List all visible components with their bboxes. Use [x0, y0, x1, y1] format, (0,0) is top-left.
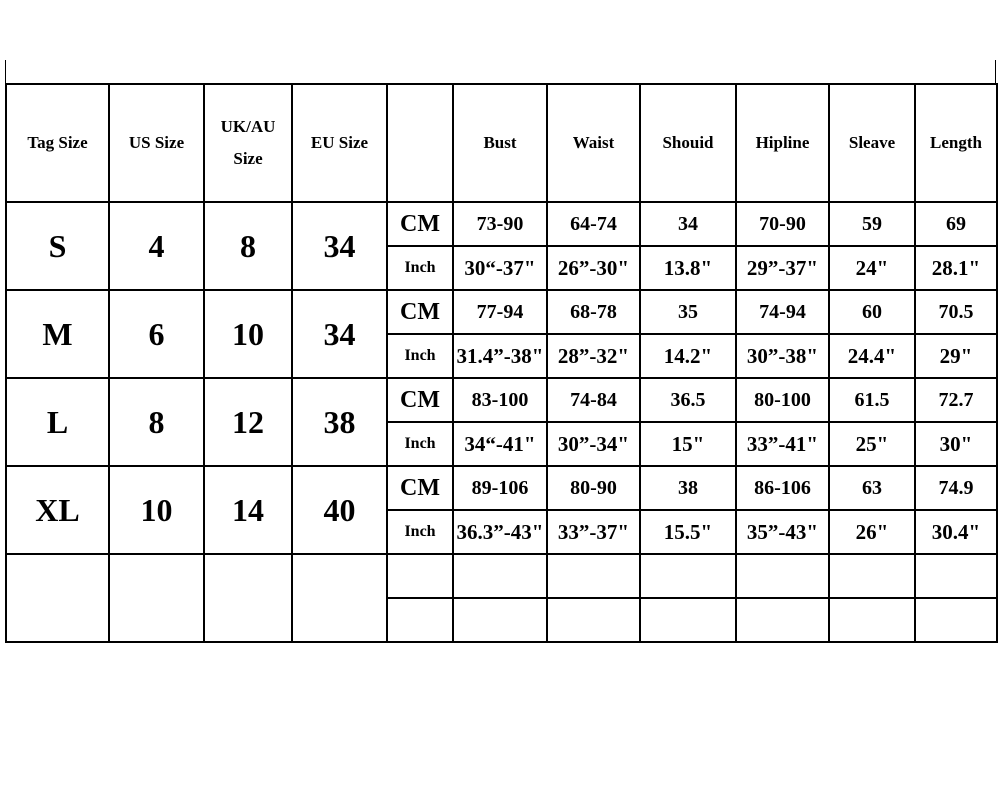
header-eu-size: EU Size	[292, 84, 387, 202]
header-uk-au-line1: UK/AU	[220, 117, 276, 136]
bust-inch-cell: 30“-37"	[453, 246, 547, 290]
empty-cell	[387, 598, 453, 642]
shoulder-cm-cell: 36.5	[640, 378, 736, 422]
length-inch-cell: 28.1"	[915, 246, 997, 290]
empty-row	[6, 554, 997, 598]
unit-inch-cell: Inch	[387, 246, 453, 290]
shoulder-cm-cell: 34	[640, 202, 736, 246]
shoulder-cm-cell: 38	[640, 466, 736, 510]
eu-size-cell: 38	[292, 378, 387, 466]
empty-cell	[736, 554, 829, 598]
table-row	[6, 378, 997, 422]
uk-size-cell: 14	[204, 466, 292, 554]
empty-cell	[6, 554, 109, 642]
us-size-cell: 10	[109, 466, 204, 554]
us-size-cell: 8	[109, 378, 204, 466]
sleeve-inch-cell: 25"	[829, 422, 915, 466]
hipline-cm-cell: 80-100	[736, 378, 829, 422]
empty-cell	[640, 598, 736, 642]
waist-cm-cell: 74-84	[547, 378, 640, 422]
unit-cm-cell: CM	[387, 466, 453, 510]
shoulder-cm-cell: 35	[640, 290, 736, 334]
length-cm-cell: 74.9	[915, 466, 997, 510]
sleeve-cm-cell: 61.5	[829, 378, 915, 422]
bust-inch-cell: 34“-41"	[453, 422, 547, 466]
tag-size-cell: L	[6, 378, 109, 466]
bust-inch-cell: 31.4”-38"	[453, 334, 547, 378]
unit-cm-cell: CM	[387, 290, 453, 334]
tag-size-cell: S	[6, 202, 109, 290]
length-inch-cell: 29"	[915, 334, 997, 378]
table-row	[6, 202, 997, 246]
waist-cm-cell: 80-90	[547, 466, 640, 510]
empty-cell	[915, 554, 997, 598]
shoulder-inch-cell: 15.5"	[640, 510, 736, 554]
sleeve-inch-cell: 24"	[829, 246, 915, 290]
hipline-inch-cell: 35”-43"	[736, 510, 829, 554]
bust-cm-cell: 89-106	[453, 466, 547, 510]
eu-size-cell: 40	[292, 466, 387, 554]
empty-cell	[547, 554, 640, 598]
header-shoulder: Shouid	[640, 84, 736, 202]
waist-cm-cell: 68-78	[547, 290, 640, 334]
waist-inch-cell: 28”-32"	[547, 334, 640, 378]
empty-cell	[292, 554, 387, 642]
empty-cell	[640, 554, 736, 598]
waist-inch-cell: 26”-30"	[547, 246, 640, 290]
unit-inch-cell: Inch	[387, 334, 453, 378]
waist-inch-cell: 33”-37"	[547, 510, 640, 554]
header-unit	[387, 84, 453, 202]
empty-cell	[736, 598, 829, 642]
tag-size-cell: M	[6, 290, 109, 378]
sleeve-inch-cell: 24.4"	[829, 334, 915, 378]
empty-cell	[829, 598, 915, 642]
waist-cm-cell: 64-74	[547, 202, 640, 246]
unit-inch-cell: Inch	[387, 510, 453, 554]
table-top-border	[5, 60, 996, 84]
hipline-cm-cell: 74-94	[736, 290, 829, 334]
header-tag-size: Tag Size	[6, 84, 109, 202]
table-row	[6, 466, 997, 510]
shoulder-inch-cell: 15"	[640, 422, 736, 466]
sleeve-cm-cell: 60	[829, 290, 915, 334]
shoulder-inch-cell: 13.8"	[640, 246, 736, 290]
bust-inch-cell: 36.3”-43"	[453, 510, 547, 554]
length-cm-cell: 72.7	[915, 378, 997, 422]
hipline-inch-cell: 30”-38"	[736, 334, 829, 378]
empty-cell	[387, 554, 453, 598]
uk-size-cell: 12	[204, 378, 292, 466]
size-chart-table	[5, 83, 998, 643]
hipline-inch-cell: 29”-37"	[736, 246, 829, 290]
uk-size-cell: 10	[204, 290, 292, 378]
empty-cell	[829, 554, 915, 598]
sleeve-cm-cell: 59	[829, 202, 915, 246]
empty-cell	[915, 598, 997, 642]
empty-cell	[109, 554, 204, 642]
length-inch-cell: 30"	[915, 422, 997, 466]
header-waist: Waist	[547, 84, 640, 202]
waist-inch-cell: 30”-34"	[547, 422, 640, 466]
header-bust: Bust	[453, 84, 547, 202]
sleeve-inch-cell: 26"	[829, 510, 915, 554]
uk-size-cell: 8	[204, 202, 292, 290]
hipline-inch-cell: 33”-41"	[736, 422, 829, 466]
sleeve-cm-cell: 63	[829, 466, 915, 510]
header-hipline: Hipline	[736, 84, 829, 202]
empty-cell	[547, 598, 640, 642]
unit-inch-cell: Inch	[387, 422, 453, 466]
eu-size-cell: 34	[292, 202, 387, 290]
unit-cm-cell: CM	[387, 378, 453, 422]
header-length: Length	[915, 84, 997, 202]
bust-cm-cell: 77-94	[453, 290, 547, 334]
us-size-cell: 6	[109, 290, 204, 378]
table-row	[6, 290, 997, 334]
unit-cm-cell: CM	[387, 202, 453, 246]
empty-cell	[453, 554, 547, 598]
header-uk-au-size	[204, 84, 292, 202]
bust-cm-cell: 83-100	[453, 378, 547, 422]
header-sleeve: Sleave	[829, 84, 915, 202]
tag-size-cell: XL	[6, 466, 109, 554]
header-uk-au-line2: Size	[233, 149, 263, 168]
header-row	[6, 84, 997, 202]
hipline-cm-cell: 86-106	[736, 466, 829, 510]
length-inch-cell: 30.4"	[915, 510, 997, 554]
hipline-cm-cell: 70-90	[736, 202, 829, 246]
bust-cm-cell: 73-90	[453, 202, 547, 246]
empty-cell	[204, 554, 292, 642]
empty-cell	[453, 598, 547, 642]
length-cm-cell: 70.5	[915, 290, 997, 334]
eu-size-cell: 34	[292, 290, 387, 378]
length-cm-cell: 69	[915, 202, 997, 246]
header-us-size: US Size	[109, 84, 204, 202]
shoulder-inch-cell: 14.2"	[640, 334, 736, 378]
us-size-cell: 4	[109, 202, 204, 290]
